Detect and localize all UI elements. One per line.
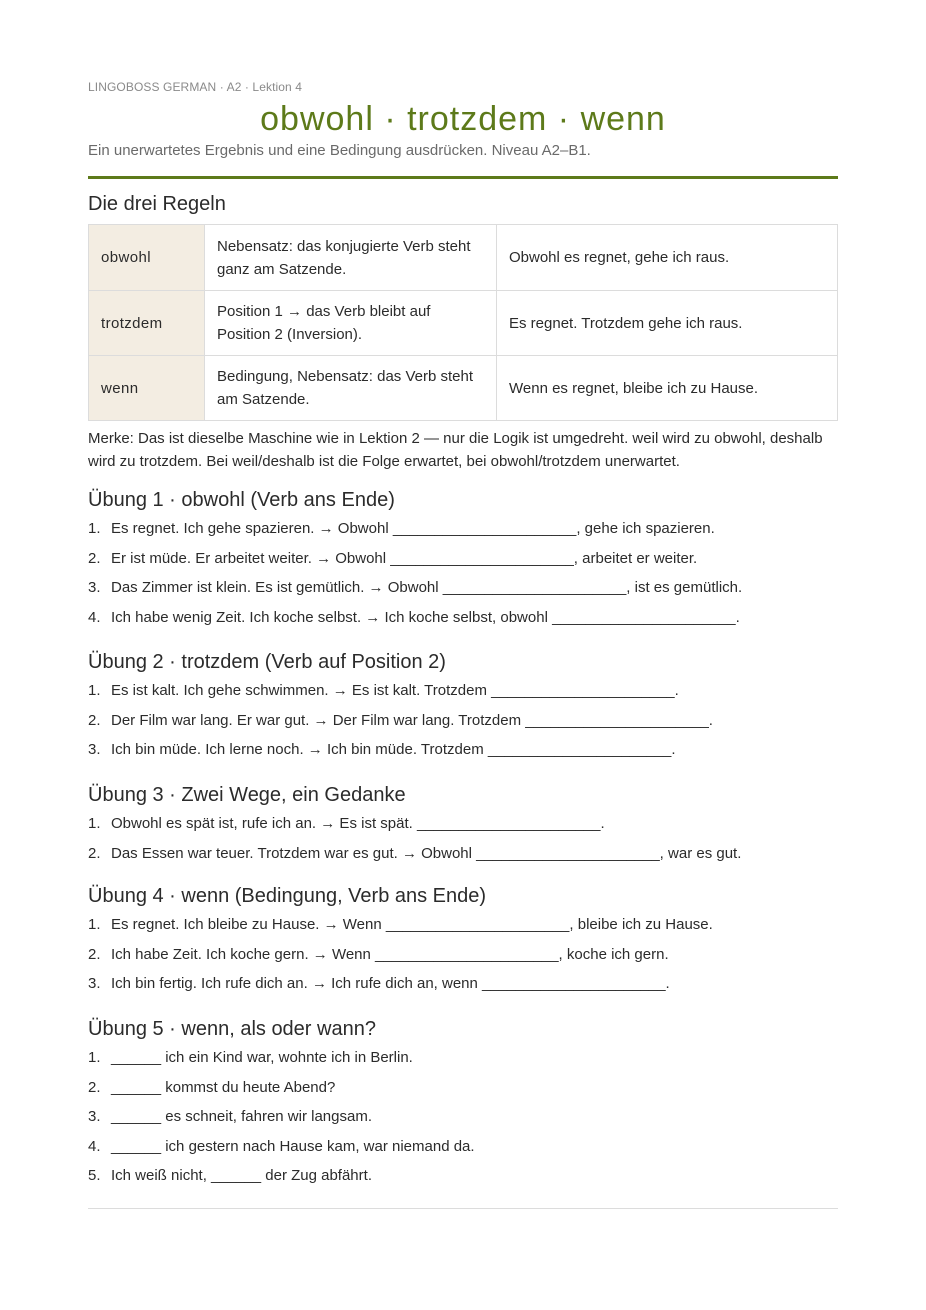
- item-number: 3.: [88, 975, 101, 992]
- item-number: 3.: [88, 741, 101, 758]
- item-text: Es regnet. Ich gehe spazieren. → Obwohl ______________________, gehe ich spazieren.: [111, 520, 715, 537]
- rule-description: Nebensatz: das konjugierte Verb steht ganz am Satzende.: [205, 225, 497, 291]
- item-text: Ich bin müde. Ich lerne noch. → Ich bin müde. Trotzdem ______________________.: [111, 741, 676, 758]
- page-title: obwohl · trotzdem · wenn: [260, 100, 666, 138]
- rule-word: obwohl: [89, 225, 205, 291]
- exercise-item: [88, 839, 741, 869]
- item-text: Ich habe wenig Zeit. Ich koche selbst. → Ich koche selbst, obwohl ______________________.: [111, 608, 740, 626]
- item-text: Es regnet. Ich bleibe zu Hause. → Wenn ______________________, bleibe ich zu Hause.: [111, 916, 713, 933]
- rule-example: Es regnet. Trotzdem gehe ich raus.: [497, 291, 838, 356]
- exercise-list: [88, 676, 713, 765]
- exercise-item: [88, 676, 713, 706]
- item-text: ______ ich ein Kind war, wohnte ich in Berlin.: [111, 1049, 413, 1066]
- exercise-item: [88, 735, 713, 765]
- item-text: ______ kommst du heute Abend?: [111, 1078, 336, 1096]
- exercise-item: [88, 603, 742, 633]
- rules-row-obwohl: [89, 225, 838, 291]
- item-number: 2.: [88, 1078, 101, 1096]
- rules-row-wenn: [89, 356, 838, 421]
- rule-description: Bedingung, Nebensatz: das Verb steht am Satzende.: [205, 356, 497, 421]
- item-number: 1.: [88, 1049, 101, 1066]
- item-number: 2.: [88, 711, 101, 729]
- item-number: 3.: [88, 579, 101, 596]
- exercise-item: [88, 1161, 475, 1191]
- item-number: 5.: [88, 1167, 101, 1184]
- item-text: ______ ich gestern nach Hause kam, war niemand da.: [111, 1137, 475, 1155]
- exercise-item: [88, 573, 742, 603]
- item-text: Ich habe Zeit. Ich koche gern. → Wenn ______________________, koche ich gern.: [111, 945, 669, 963]
- footer-divider: [88, 1208, 838, 1209]
- exercise-heading: Übung 4 · wenn (Bedingung, Verb ans Ende): [88, 885, 487, 907]
- rules-row-trotzdem: [89, 291, 838, 356]
- page-subtitle: Ein unerwartetes Ergebnis und eine Bedingung ausdrücken. Niveau A2–B1.: [88, 142, 591, 159]
- item-number: 1.: [88, 682, 101, 699]
- exercise-list: [88, 514, 742, 632]
- exercise-item: [88, 940, 713, 970]
- rule-example: Wenn es regnet, bleibe ich zu Hause.: [497, 356, 838, 421]
- item-number: 4.: [88, 608, 101, 626]
- exercise-heading: Übung 1 · obwohl (Verb ans Ende): [88, 489, 395, 511]
- item-text: Ich weiß nicht, ______ der Zug abfährt.: [111, 1167, 372, 1184]
- exercise-item: [88, 1073, 475, 1103]
- item-text: Ich bin fertig. Ich rufe dich an. → Ich rufe dich an, wenn ______________________.: [111, 975, 670, 992]
- exercise-2: [88, 651, 713, 765]
- exercise-heading: Übung 5 · wenn, als oder wann?: [88, 1018, 376, 1040]
- item-text: ______ es schneit, fahren wir langsam.: [111, 1108, 372, 1125]
- exercise-list: [88, 1043, 475, 1191]
- exercise-heading: Übung 3 · Zwei Wege, ein Gedanke: [88, 784, 406, 806]
- exercise-item: [88, 809, 741, 839]
- item-text: Er ist müde. Er arbeitet weiter. → Obwohl ______________________, arbeitet er weiter.: [111, 549, 698, 567]
- item-text: Der Film war lang. Er war gut. → Der Film war lang. Trotzdem ______________________.: [111, 711, 713, 729]
- exercise-item: [88, 969, 713, 999]
- exercise-list: [88, 910, 713, 999]
- header-divider: [88, 176, 838, 179]
- exercise-item: [88, 1102, 475, 1132]
- course-eyebrow: LINGOBOSS GERMAN · A2 · Lektion 4: [88, 80, 303, 94]
- exercise-4: [88, 885, 713, 999]
- item-number: 1.: [88, 916, 101, 933]
- exercise-item: [88, 1043, 475, 1073]
- rule-example: Obwohl es regnet, gehe ich raus.: [497, 225, 838, 291]
- exercise-list: [88, 809, 741, 868]
- exercise-item: [88, 910, 713, 940]
- exercise-item: [88, 514, 742, 544]
- item-text: Das Zimmer ist klein. Es ist gemütlich. → Obwohl ______________________, ist es gemütlich.: [111, 579, 743, 596]
- rule-word: wenn: [89, 356, 205, 421]
- merke-note: Merke: Das ist dieselbe Maschine wie in Lektion 2 — nur die Logik ist umgedreht. weil wird zu obwohl, deshalb wird zu trotzdem. Bei weil/deshalb ist die Folge erwartet, bei obwohl/trotzdem unerwartet.: [88, 430, 823, 470]
- exercise-1: [88, 489, 742, 632]
- item-number: 2.: [88, 844, 101, 862]
- rule-word: trotzdem: [89, 291, 205, 356]
- exercise-item: [88, 1132, 475, 1162]
- exercise-3: [88, 784, 741, 868]
- rules-section: [88, 193, 226, 216]
- exercise-heading: Übung 2 · trotzdem (Verb auf Position 2): [88, 651, 446, 673]
- item-number: 1.: [88, 520, 101, 537]
- item-number: 2.: [88, 945, 101, 963]
- item-text: Das Essen war teuer. Trotzdem war es gut. → Obwohl ______________________, war es gut.: [111, 844, 742, 862]
- item-number: 1.: [88, 815, 101, 832]
- rules-table: [88, 224, 838, 421]
- exercise-item: [88, 706, 713, 736]
- rules-heading: Die drei Regeln: [88, 193, 226, 215]
- item-text: Es ist kalt. Ich gehe schwimmen. → Es ist kalt. Trotzdem ______________________.: [111, 682, 679, 699]
- exercise-item: [88, 544, 742, 574]
- item-number: 2.: [88, 549, 101, 567]
- item-number: 4.: [88, 1137, 101, 1155]
- item-text: Obwohl es spät ist, rufe ich an. → Es ist spät. ______________________.: [111, 815, 605, 832]
- item-number: 3.: [88, 1108, 101, 1125]
- rule-description: Position 1 → das Verb bleibt auf Position 2 (Inversion).: [205, 291, 497, 356]
- exercise-5: [88, 1018, 475, 1191]
